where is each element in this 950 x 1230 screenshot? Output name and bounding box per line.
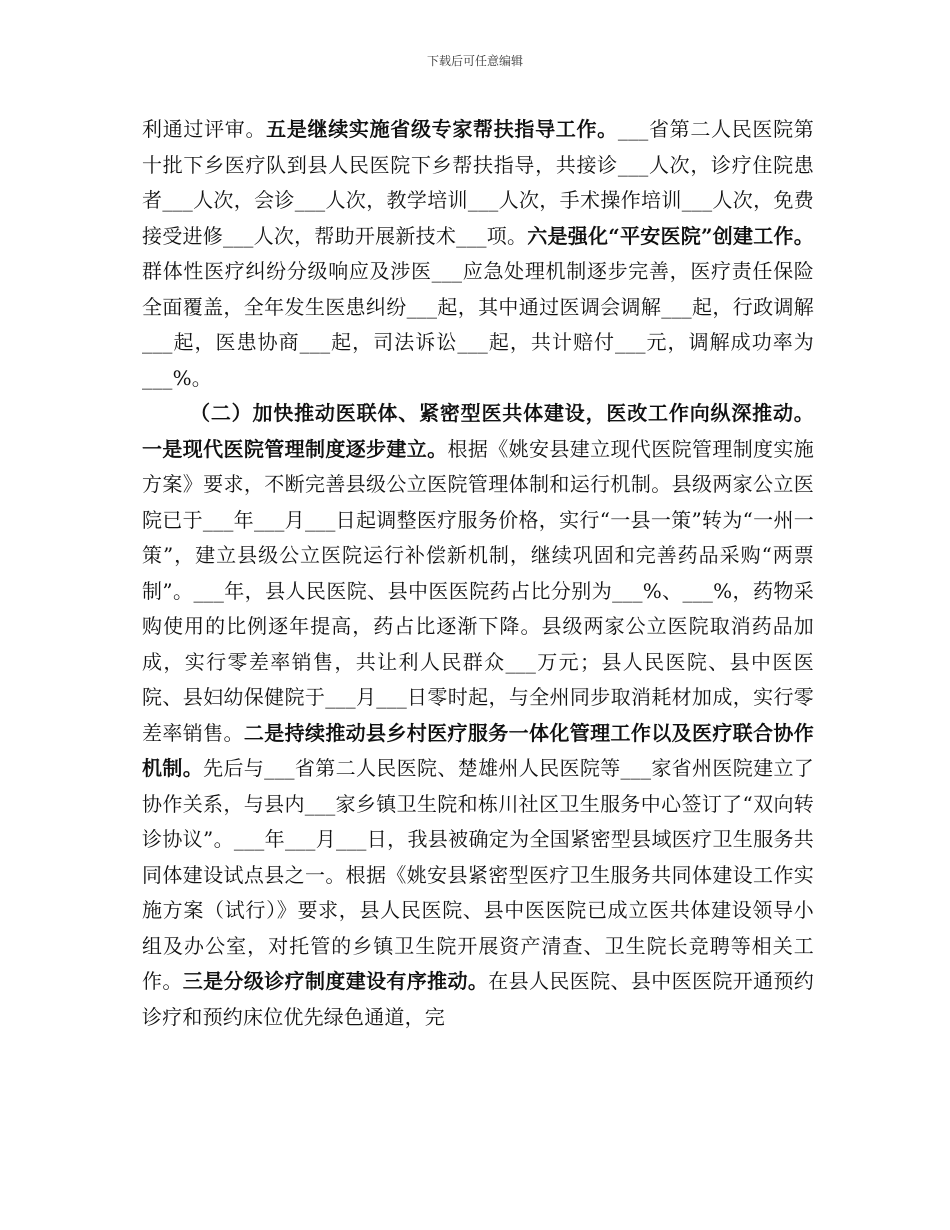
- paragraph-1-heading-5: 五是继续实施省级专家帮扶指导工作。: [266, 117, 618, 141]
- paragraph-1-text-2: ___省第二人民医院第十批下乡医疗队到县人民医院下乡帮扶指导，共接诊___人次，诊疗住院患者___人次，会诊___人次，教学培训___人次，手术操作培训___人次，免费接受进修___人次，帮助开展新技术___项。: [142, 117, 814, 248]
- document-body: [142, 112, 814, 1035]
- paragraph-1-text-1: 利通过评审。: [142, 117, 267, 141]
- paragraph-2-text-3: 在县人民医院、县中医医院开通预约诊疗和预约床位优先绿色通道，完: [142, 969, 815, 1029]
- paragraph-2-text-2: 先后与___省第二人民医院、楚雄州人民医院等___家省州医院建立了协作关系，与县内___家乡镇卫生院和栋川社区卫生服务中心签订了“双向转诊协议”。___年___月___日，我县被确定为全国紧密型县域医疗卫生服务共同体建设试点县之一。根据《姚安县紧密型医疗卫生服务共同体建设工作实施方案（试行）》要求，县人民医院、县中医医院已成立医共体建设领导小组及办公室，对托管的乡镇卫生院开展资产清查、卫生院长竞聘等相关工作。: [142, 756, 814, 993]
- paragraph-2-text-1: 根据《姚安县建立现代医院管理制度实施方案》要求，不断完善县级公立医院管理体制和运行机制。县级两家公立医院已于___年___月___日起调整医疗服务价格，实行“一县一策”转为“一州一策”，建立县级公立医院运行补偿新机制，继续巩固和完善药品采购“两票制”。___年，县人民医院、县中医医院药占比分别为___%、___%，药物采购使用的比例逐年提高，药占比逐渐下降。县级两家公立医院取消药品加成，实行零差率销售，共让利人民群众___万元；县人民医院、县中医医院、县妇幼保健院于___月___日零时起，与全州同步取消耗材加成，实行零差率销售。: [142, 436, 814, 745]
- page-header: 下载后可任意编辑: [426, 54, 523, 68]
- paragraph-2-heading-2: 二是持续推动县乡村医疗服务一体化管理工作以及医疗联合协作机制。: [142, 720, 814, 780]
- paragraph-1: [142, 112, 814, 396]
- section-heading-2: （二）加快推动医联体、紧密型医共体建设，医改工作向纵深推动。一是现代医院管理制度逐步建立。: [142, 401, 814, 461]
- paragraph-2-heading-3: 三是分级诊疗制度建设有序推动。: [182, 969, 489, 993]
- paragraph-1-text-3: 群体性医疗纠纷分级响应及涉医___应急处理机制逐步完善，医疗责任保险全面覆盖，全年发生医患纠纷___起，其中通过医调会调解___起，行政调解___起，医患协商___起，司法诉讼___起，共计赔付___元，调解成功率为___%。: [142, 259, 814, 390]
- paragraph-2: [142, 396, 814, 1035]
- paragraph-1-heading-6: 六是强化“平安医院”创建工作。: [527, 223, 814, 248]
